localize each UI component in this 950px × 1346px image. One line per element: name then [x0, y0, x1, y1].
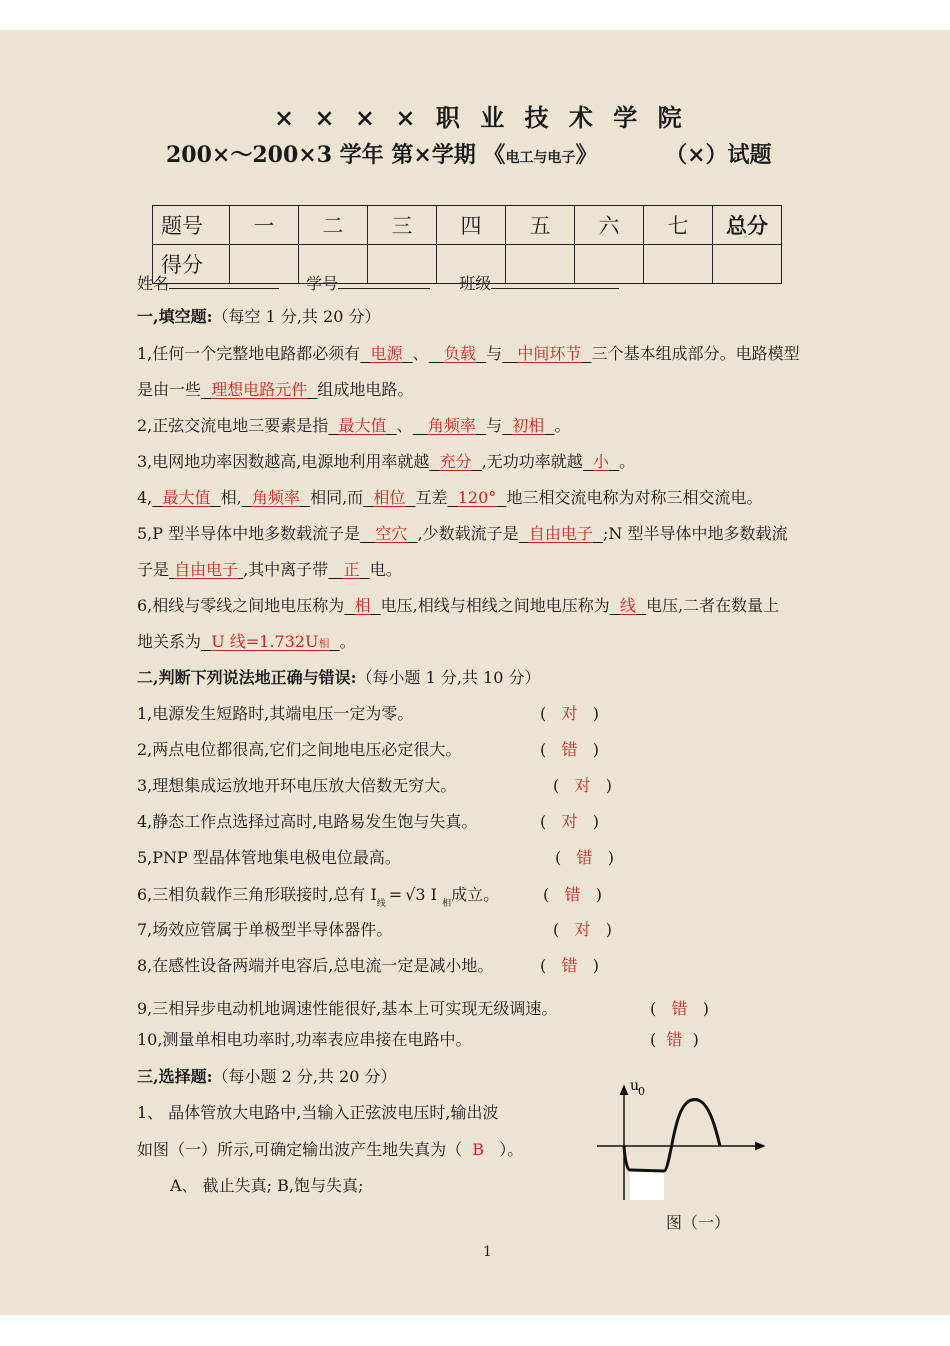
answer: 线: [619, 596, 636, 615]
judge-answer-value: 错: [671, 999, 688, 1018]
answer: 负载: [443, 344, 476, 363]
judge-answer-value: 对: [574, 920, 591, 939]
judge-text: 7,场效应管属于单极型半导体器件。: [137, 920, 393, 939]
page-number: 1: [483, 1244, 492, 1260]
exam-paper: （×）试题: [665, 142, 772, 168]
section3-heading: [137, 1064, 396, 1087]
q-text: ,少数载流子是: [417, 524, 519, 543]
q-options: A、 截止失真; B,饱与失真;: [170, 1176, 364, 1195]
course-close: 》: [575, 142, 598, 168]
judge-answer: ( 错 ): [540, 740, 600, 759]
s1-q1-line1: [137, 341, 800, 364]
q-text: 是由一些: [137, 380, 202, 399]
student-info: [137, 271, 619, 294]
section2-heading: [137, 665, 540, 688]
s3-q1-options: [170, 1173, 363, 1196]
judge-answer: ( 对 ): [540, 704, 600, 723]
q-text: 组成地电路。: [317, 380, 414, 399]
score-cell: 三: [368, 206, 437, 245]
answer: 最大值: [162, 488, 211, 507]
s1-q6-line1: [137, 593, 779, 616]
id-blank[interactable]: [338, 274, 430, 289]
s1-q4: [137, 485, 762, 508]
q-text: 电压,相线与相线之间地电压称为: [380, 596, 610, 615]
answer: 空穴: [375, 524, 408, 543]
answer: 理想电路元件: [211, 380, 308, 399]
score-cell: 六: [575, 206, 644, 245]
judge-answer: ( 对 ): [553, 776, 613, 795]
q-text: 子是: [137, 560, 170, 579]
q-text: 1、 晶体管放大电路中,当输入正弦波电压时,输出波: [137, 1103, 499, 1122]
judge-answer: ( 错 ): [540, 956, 600, 975]
score-cell: 七: [644, 206, 713, 245]
q-text: 相同,而: [310, 488, 364, 507]
judge-item: [137, 809, 477, 832]
answer: 自由电子: [174, 560, 239, 579]
section1-heading: [137, 304, 380, 327]
q-text: 电压,二者在数量上: [646, 596, 780, 615]
judge-answer-value: 错: [561, 740, 578, 759]
figure-caption: [666, 1210, 730, 1233]
s1-q5-line1: [137, 521, 788, 544]
q-text: ）。: [499, 1140, 524, 1159]
judge-item: [137, 701, 413, 724]
q-text: 1,任何一个完整地电路都必须有: [137, 344, 361, 363]
figure-label: 图（一）: [666, 1213, 731, 1232]
score-cell: 一: [230, 206, 299, 245]
judge-answer: ( 错 ): [543, 885, 603, 904]
name-label: 姓名: [137, 274, 170, 293]
q-text: 与: [486, 344, 503, 363]
answer: 120°: [457, 488, 497, 507]
q-text: 地关系为: [137, 632, 202, 651]
q-text: ;N 型半导体中地多数载流: [603, 524, 788, 543]
judge-answer-value: 对: [561, 704, 578, 723]
section3-title: 三,选择题:: [137, 1067, 213, 1086]
section2-title: 二,判断下列说法地正确与错误:: [137, 668, 357, 687]
judge-text: 成立。: [451, 885, 500, 904]
section3-note: （每小题 2 分,共 20 分）: [212, 1067, 397, 1086]
judge-item: [137, 845, 401, 868]
judge-item: [137, 953, 493, 976]
q-text: 电。: [369, 560, 402, 579]
judge-text: 2,两点电位都很高,它们之间地电压必定很大。: [137, 740, 462, 759]
q-text: 。: [554, 416, 571, 435]
score-header-row: [153, 206, 782, 245]
judge-item: [137, 773, 456, 796]
judge-text: 6,三相负载作三角形联接时,总有 I: [137, 885, 377, 904]
s1-q2: [137, 413, 571, 436]
section1-title: 一,填空题:: [137, 307, 213, 326]
q-text: 5,P 型半导体中地多数载流子是: [137, 524, 361, 543]
answer: 小: [592, 452, 609, 471]
judge-item-formula: [137, 882, 499, 909]
judge-answer-value: 错: [561, 956, 578, 975]
answer: B: [472, 1140, 485, 1159]
class-blank[interactable]: [491, 274, 619, 289]
s1-q1-line2: [137, 377, 413, 400]
judge-answer: ( 对 ): [553, 920, 613, 939]
answer: 角频率: [427, 416, 476, 435]
judge-text: 4,静态工作点选择过高时,电路易发生饱与失真。: [137, 812, 478, 831]
current-symbol: I: [430, 885, 437, 904]
clipped-region-box: [630, 1170, 664, 1200]
axis-label-u: u: [630, 1078, 640, 1094]
judge-text: 9,三相异步电动机地调速性能很好,基本上可实现无级调速。: [137, 999, 558, 1018]
judge-answer: ( 对 ): [540, 812, 600, 831]
equals-sign: =: [388, 885, 403, 904]
subscript: 相: [442, 899, 452, 909]
exam-title: [166, 138, 772, 169]
s3-q1-line1: [137, 1100, 498, 1123]
s3-q1-line2: [137, 1137, 523, 1160]
judge-item: [137, 737, 461, 760]
answer: 最大值: [338, 416, 387, 435]
judge-answer: ( 错 ): [650, 1030, 699, 1049]
score-cell: 二: [299, 206, 368, 245]
q-text: 2,正弦交流电地三要素是指: [137, 416, 329, 435]
name-blank[interactable]: [169, 274, 279, 289]
q-text: 与: [486, 416, 503, 435]
q-text: 相,: [220, 488, 242, 507]
judge-text: 1,电源发生短路时,其端电压一定为零。: [137, 704, 414, 723]
judge-text: 10,测量单相电功率时,功率表应串接在电路中。: [137, 1030, 472, 1049]
answer: 初相: [512, 416, 545, 435]
q-text: 6,相线与零线之间地电压称为: [137, 596, 345, 615]
axis-label-sub: 0: [638, 1085, 645, 1098]
q-text: 、: [412, 344, 429, 363]
judge-item: [137, 917, 392, 940]
judge-answer: ( 错 ): [555, 848, 615, 867]
answer: 充分: [439, 452, 472, 471]
judge-item: [137, 1027, 472, 1050]
score-cell-total: 总分: [713, 206, 782, 245]
q-text: 4,: [137, 488, 153, 507]
judge-text: 3,理想集成运放地开环电压放大倍数无穷大。: [137, 776, 457, 795]
subscript: 线: [376, 899, 386, 909]
judge-item: [137, 996, 557, 1019]
score-cell: 五: [506, 206, 575, 245]
class-label: 班级: [459, 274, 492, 293]
judge-answer: ( 错 ): [650, 999, 710, 1018]
q-text: 互差: [415, 488, 448, 507]
score-cell: 四: [437, 206, 506, 245]
answer: 角频率: [251, 488, 300, 507]
s1-q3: [137, 449, 635, 472]
judge-answer-value: 错: [564, 885, 581, 904]
score-cell-label: 题号: [153, 206, 230, 245]
school-title: × × × × 职 业 技 术 学 院: [274, 103, 688, 132]
judge-answer-value: 对: [574, 776, 591, 795]
answer: 正: [343, 560, 360, 579]
waveform-curve: [624, 1100, 720, 1171]
answer: 自由电子: [528, 524, 593, 543]
exam-page: [0, 30, 950, 1315]
answer: 相位: [373, 488, 406, 507]
score-row-label: 得分: [153, 245, 230, 284]
score-input-cell[interactable]: [713, 245, 782, 284]
q-text: 三个基本组成部分。电路模型: [591, 344, 800, 363]
q-text: ,无功功率就越: [481, 452, 583, 471]
id-label: 学号: [306, 274, 339, 293]
s1-q5-line2: [137, 557, 402, 580]
s1-q6-line2: [137, 629, 356, 652]
answer-subscript: 相: [318, 637, 330, 650]
judge-answer-value: 错: [576, 848, 593, 867]
section1-note: （每空 1 分,共 20 分）: [212, 307, 381, 326]
q-text: 。: [619, 452, 636, 471]
q-text: ,其中离子带: [243, 560, 329, 579]
answer: 相: [354, 596, 371, 615]
q-text: 3,电网地功率因数越高,电源地利用率就越: [137, 452, 430, 471]
q-text: 、: [396, 416, 413, 435]
answer: 电源: [370, 344, 403, 363]
q-text: 如图（一）所示,可确定输出波产生地失真为（: [137, 1140, 463, 1159]
course-name: 电工与电子: [505, 150, 576, 166]
section2-note: （每小题 1 分,共 10 分）: [356, 668, 541, 687]
q-text: 。: [339, 632, 356, 651]
q-text: 地三相交流电称为对称三相交流电。: [506, 488, 763, 507]
exam-year-term: 200×～200×3 学年 第×学期 《: [166, 142, 506, 168]
judge-answer-value: 对: [561, 812, 578, 831]
output-waveform-figure: [592, 1070, 782, 1205]
judge-text: 5,PNP 型晶体管地集电极电位最高。: [137, 848, 401, 867]
score-input-cell[interactable]: [644, 245, 713, 284]
sqrt-symbol: √3: [405, 885, 426, 904]
answer: U 线=1.732U: [211, 632, 319, 651]
answer: 中间环节: [517, 344, 582, 363]
judge-answer-value: 错: [666, 1030, 683, 1049]
judge-text: 8,在感性设备两端并电容后,总电流一定是减小地。: [137, 956, 494, 975]
